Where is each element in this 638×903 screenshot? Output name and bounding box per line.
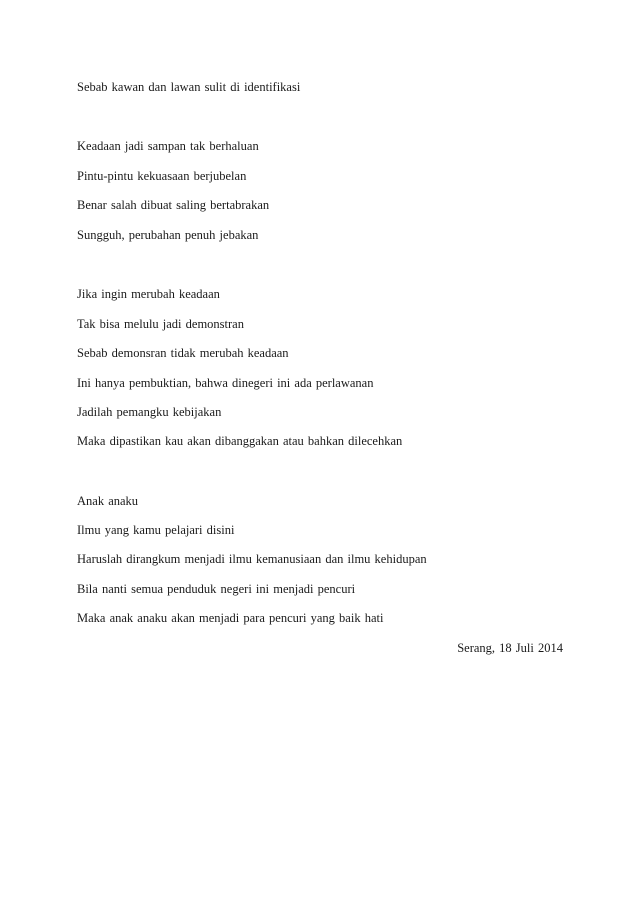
poem-line: Maka dipastikan kau akan dibanggakan atau bahkan dilecehkan — [77, 434, 403, 448]
poem-line: Jadilah pemangku kebijakan — [77, 405, 222, 419]
poem-line: Sebab demonsran tidak merubah keadaan — [77, 346, 289, 360]
poem-line: Anak anaku — [77, 494, 139, 508]
signature-place-date: Serang, 18 Juli 2014 — [457, 641, 563, 655]
poem-line: Bila nanti semua penduduk negeri ini menjadi pencuri — [77, 582, 356, 596]
poem-line: Keadaan jadi sampan tak berhaluan — [77, 139, 259, 153]
poem-line: Tak bisa melulu jadi demonstran — [77, 317, 244, 331]
poem-line: Pintu-pintu kekuasaan berjubelan — [77, 169, 247, 183]
poem-line: Sungguh, perubahan penuh jebakan — [77, 228, 259, 242]
poem-line: Sebab kawan dan lawan sulit di identifikasi — [77, 80, 301, 94]
poem-line: Ilmu yang kamu pelajari disini — [77, 523, 235, 537]
poem-line: Maka anak anaku akan menjadi para pencuri yang baik hati — [77, 611, 384, 625]
poem-line: Ini hanya pembuktian, bahwa dinegeri ini ada perlawanan — [77, 376, 374, 390]
poem-line: Benar salah dibuat saling bertabrakan — [77, 198, 270, 212]
poem-line: Haruslah dirangkum menjadi ilmu kemanusiaan dan ilmu kehidupan — [77, 552, 427, 566]
poem-line: Jika ingin merubah keadaan — [77, 287, 220, 301]
